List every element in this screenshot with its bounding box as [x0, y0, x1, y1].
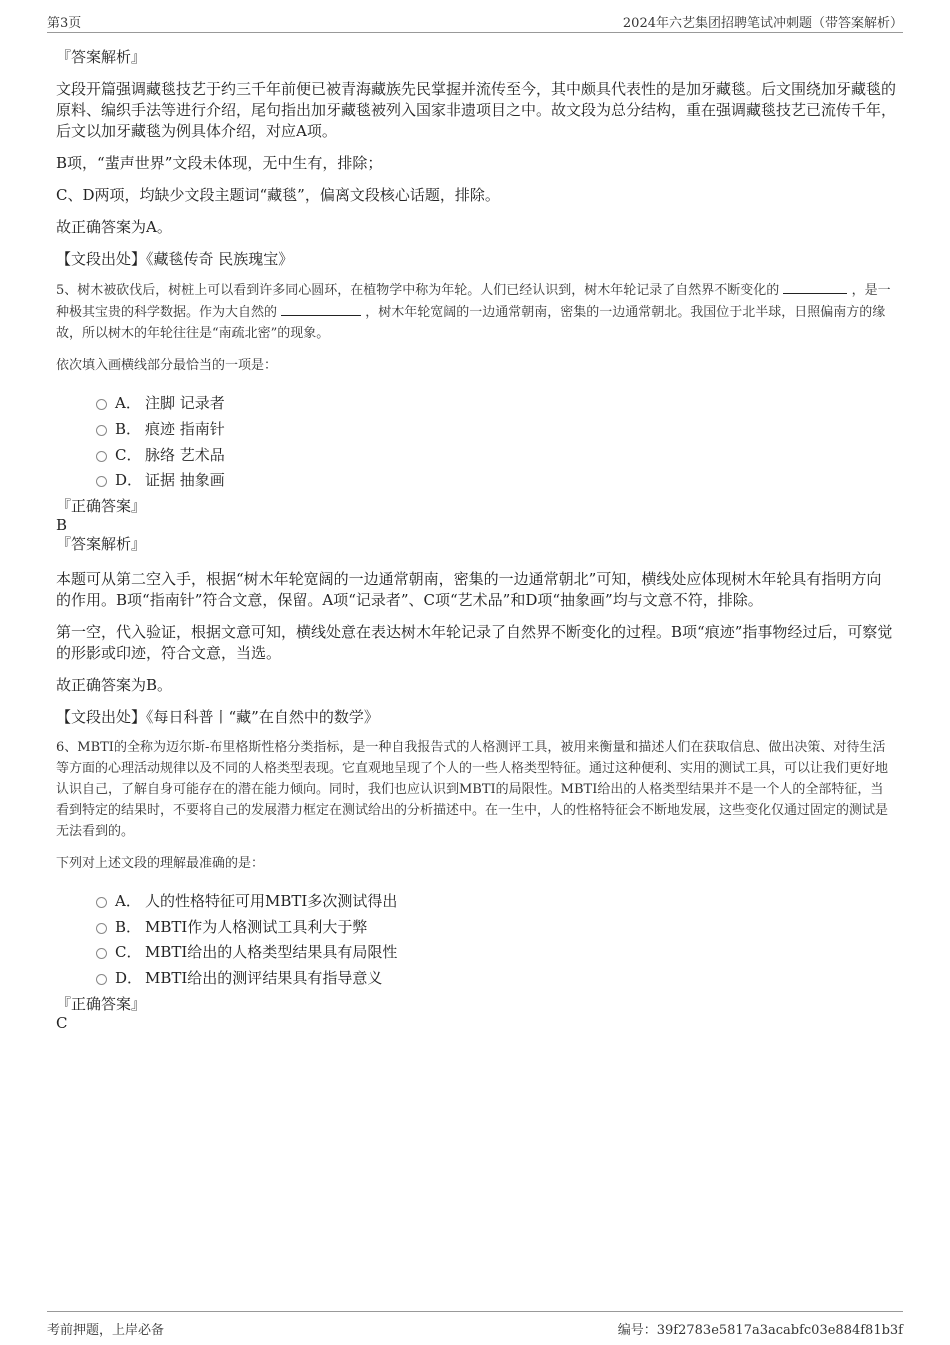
- analysis-paragraph: 文段开篇强调藏毯技艺于约三千年前便已被青海藏族先民掌握并流传至今，其中颇具代表性的是加牙藏毯。后文围绕加牙藏毯的原料、编织手法等进行介绍，尾句指出加牙藏毯被列入国家非遗项目之中。故文段为总分结构，重在强调藏毯技艺已流传千年，后文以加牙藏毯为例具体介绍，对应A项。: [56, 80, 897, 140]
- question-6-options: [56, 888, 896, 991]
- question-5-stem-part1: 5、树木被砍伐后，树桩上可以看到许多同心圆环，在植物学中称为年轮。人们已经认识到，树木年轮记录了自然界不断变化的: [56, 283, 780, 298]
- option-letter: C．: [115, 943, 142, 962]
- option-letter: A．: [115, 892, 141, 911]
- page-number: 第3页: [47, 16, 82, 31]
- fill-blank-1: [783, 279, 847, 294]
- option-text: 注脚 记录者: [145, 394, 225, 413]
- page-content: [56, 46, 896, 1033]
- option-text: MBTI作为人格测试工具利大于弊: [145, 917, 368, 936]
- option-text: MBTI给出的人格类型结果具有局限性: [145, 943, 398, 962]
- question-5-stem: [56, 279, 896, 344]
- page-header: [47, 12, 903, 33]
- option-text: 人的性格特征可用MBTI多次测试得出: [145, 892, 398, 911]
- radio-icon[interactable]: [96, 897, 107, 908]
- analysis-paragraph: C、D两项，均缺少文段主题词“藏毯”，偏离文段核心话题，排除。: [56, 186, 500, 204]
- radio-icon[interactable]: [96, 399, 107, 410]
- radio-icon[interactable]: [96, 948, 107, 959]
- option-letter: C．: [115, 445, 142, 464]
- option-letter: D．: [115, 969, 143, 988]
- question-6-prompt: 下列对上述文段的理解最准确的是：: [56, 855, 265, 871]
- analysis-paragraph: 本题可从第二空入手，根据“树木年轮宽阔的一边通常朝南，密集的一边通常朝北”可知，横线处应体现树木年轮具有指明方向的作用。B项“指南针”符合文意，保留。A项“记录者”、C项“艺术品”和D项“抽象画”均与文意不符，排除。: [56, 569, 882, 609]
- analysis-paragraph: 故正确答案为B。: [56, 675, 173, 694]
- radio-icon[interactable]: [96, 425, 107, 436]
- question-6-stem: 6、MBTI的全称为迈尔斯-布里格斯性格分类指标，是一种自我报告式的人格测评工具，被用来衡量和描述人们在获取信息、做出决策、对待生活等方面的心理活动规律以及不同的人格类型表现。它直观地呈现了个人的一些人格类型特征。通过这种便利、实用的测试工具，可以让我们更好地认识自己，了解自身可能存在的潜在能力倾向。同时，我们也应认识到MBTI的局限性。MBTI给出的人格类型结果并不是一个人的全部特征，当看到特定的结果时，不要将自己的发展潜力框定在测试给出的分析描述中。在一生中，人的性格特征会不断地发展，这些变化仅通过固定的测试是无法看到的。: [56, 739, 889, 839]
- footer-slogan: 考前押题，上岸必备: [47, 1323, 165, 1338]
- option-d[interactable]: [56, 965, 896, 991]
- option-text: 痕迹 指南针: [145, 420, 225, 439]
- option-letter: D．: [115, 471, 143, 490]
- question-5-stem-part2: ，是一种极其宝贵的科学数据。作为大自然的: [56, 283, 891, 320]
- fill-blank-2: [281, 301, 361, 316]
- option-c[interactable]: [56, 939, 896, 965]
- source-citation: 【文段出处】《每日科普丨“藏”在自然中的数学》: [56, 707, 379, 726]
- option-letter: A．: [115, 394, 141, 413]
- page-footer: [47, 1311, 903, 1338]
- option-text: MBTI给出的测评结果具有指导意义: [145, 969, 383, 988]
- document-title: 2024年六艺集团招聘笔试冲刺题（带答案解析）: [622, 16, 903, 31]
- option-letter: B．: [115, 917, 142, 936]
- question-5-options: [56, 390, 896, 493]
- option-text: 脉络 艺术品: [145, 445, 225, 464]
- radio-icon[interactable]: [96, 451, 107, 462]
- question-5-prompt: 依次填入画横线部分最恰当的一项是：: [56, 358, 278, 373]
- analysis-paragraph: B项，“蜚声世界”文段未体现，无中生有，排除；: [56, 154, 383, 172]
- option-text: 证据 抽象画: [145, 471, 225, 490]
- correct-answer: B: [56, 515, 68, 534]
- question-5-stem-part3: ，树木年轮宽阔的一边通常朝南，密集的一边通常朝北。我国位于北半球，日照偏南方的缘故，所以树木的年轮往往是“南疏北密”的现象。: [56, 305, 886, 341]
- option-letter: B．: [115, 420, 142, 439]
- option-a[interactable]: [56, 888, 896, 914]
- document-id: 编号：39f2783e5817a3acabfc03e884f81b3f: [617, 1323, 903, 1338]
- option-b[interactable]: [56, 416, 896, 442]
- option-d[interactable]: [56, 467, 896, 493]
- correct-answer-heading: 『正确答案』: [56, 994, 147, 1013]
- option-b[interactable]: [56, 913, 896, 939]
- correct-answer: C: [56, 1013, 68, 1032]
- analysis-paragraph: 第一空，代入验证，根据文意可知，横线处意在表达树木年轮记录了自然界不断变化的过程。B项“痕迹”指事物经过后，可察觉的形影或印迹，符合文意，当选。: [56, 622, 893, 662]
- analysis-heading: 『答案解析』: [56, 534, 147, 553]
- source-citation: 【文段出处】《藏毯传奇 民族瑰宝》: [56, 250, 294, 268]
- analysis-paragraph: 故正确答案为A。: [56, 218, 172, 236]
- correct-answer-heading: 『正确答案』: [56, 496, 147, 515]
- radio-icon[interactable]: [96, 476, 107, 487]
- radio-icon[interactable]: [96, 974, 107, 985]
- option-c[interactable]: [56, 441, 896, 467]
- option-a[interactable]: [56, 390, 896, 416]
- radio-icon[interactable]: [96, 923, 107, 934]
- analysis-heading: 『答案解析』: [56, 48, 147, 66]
